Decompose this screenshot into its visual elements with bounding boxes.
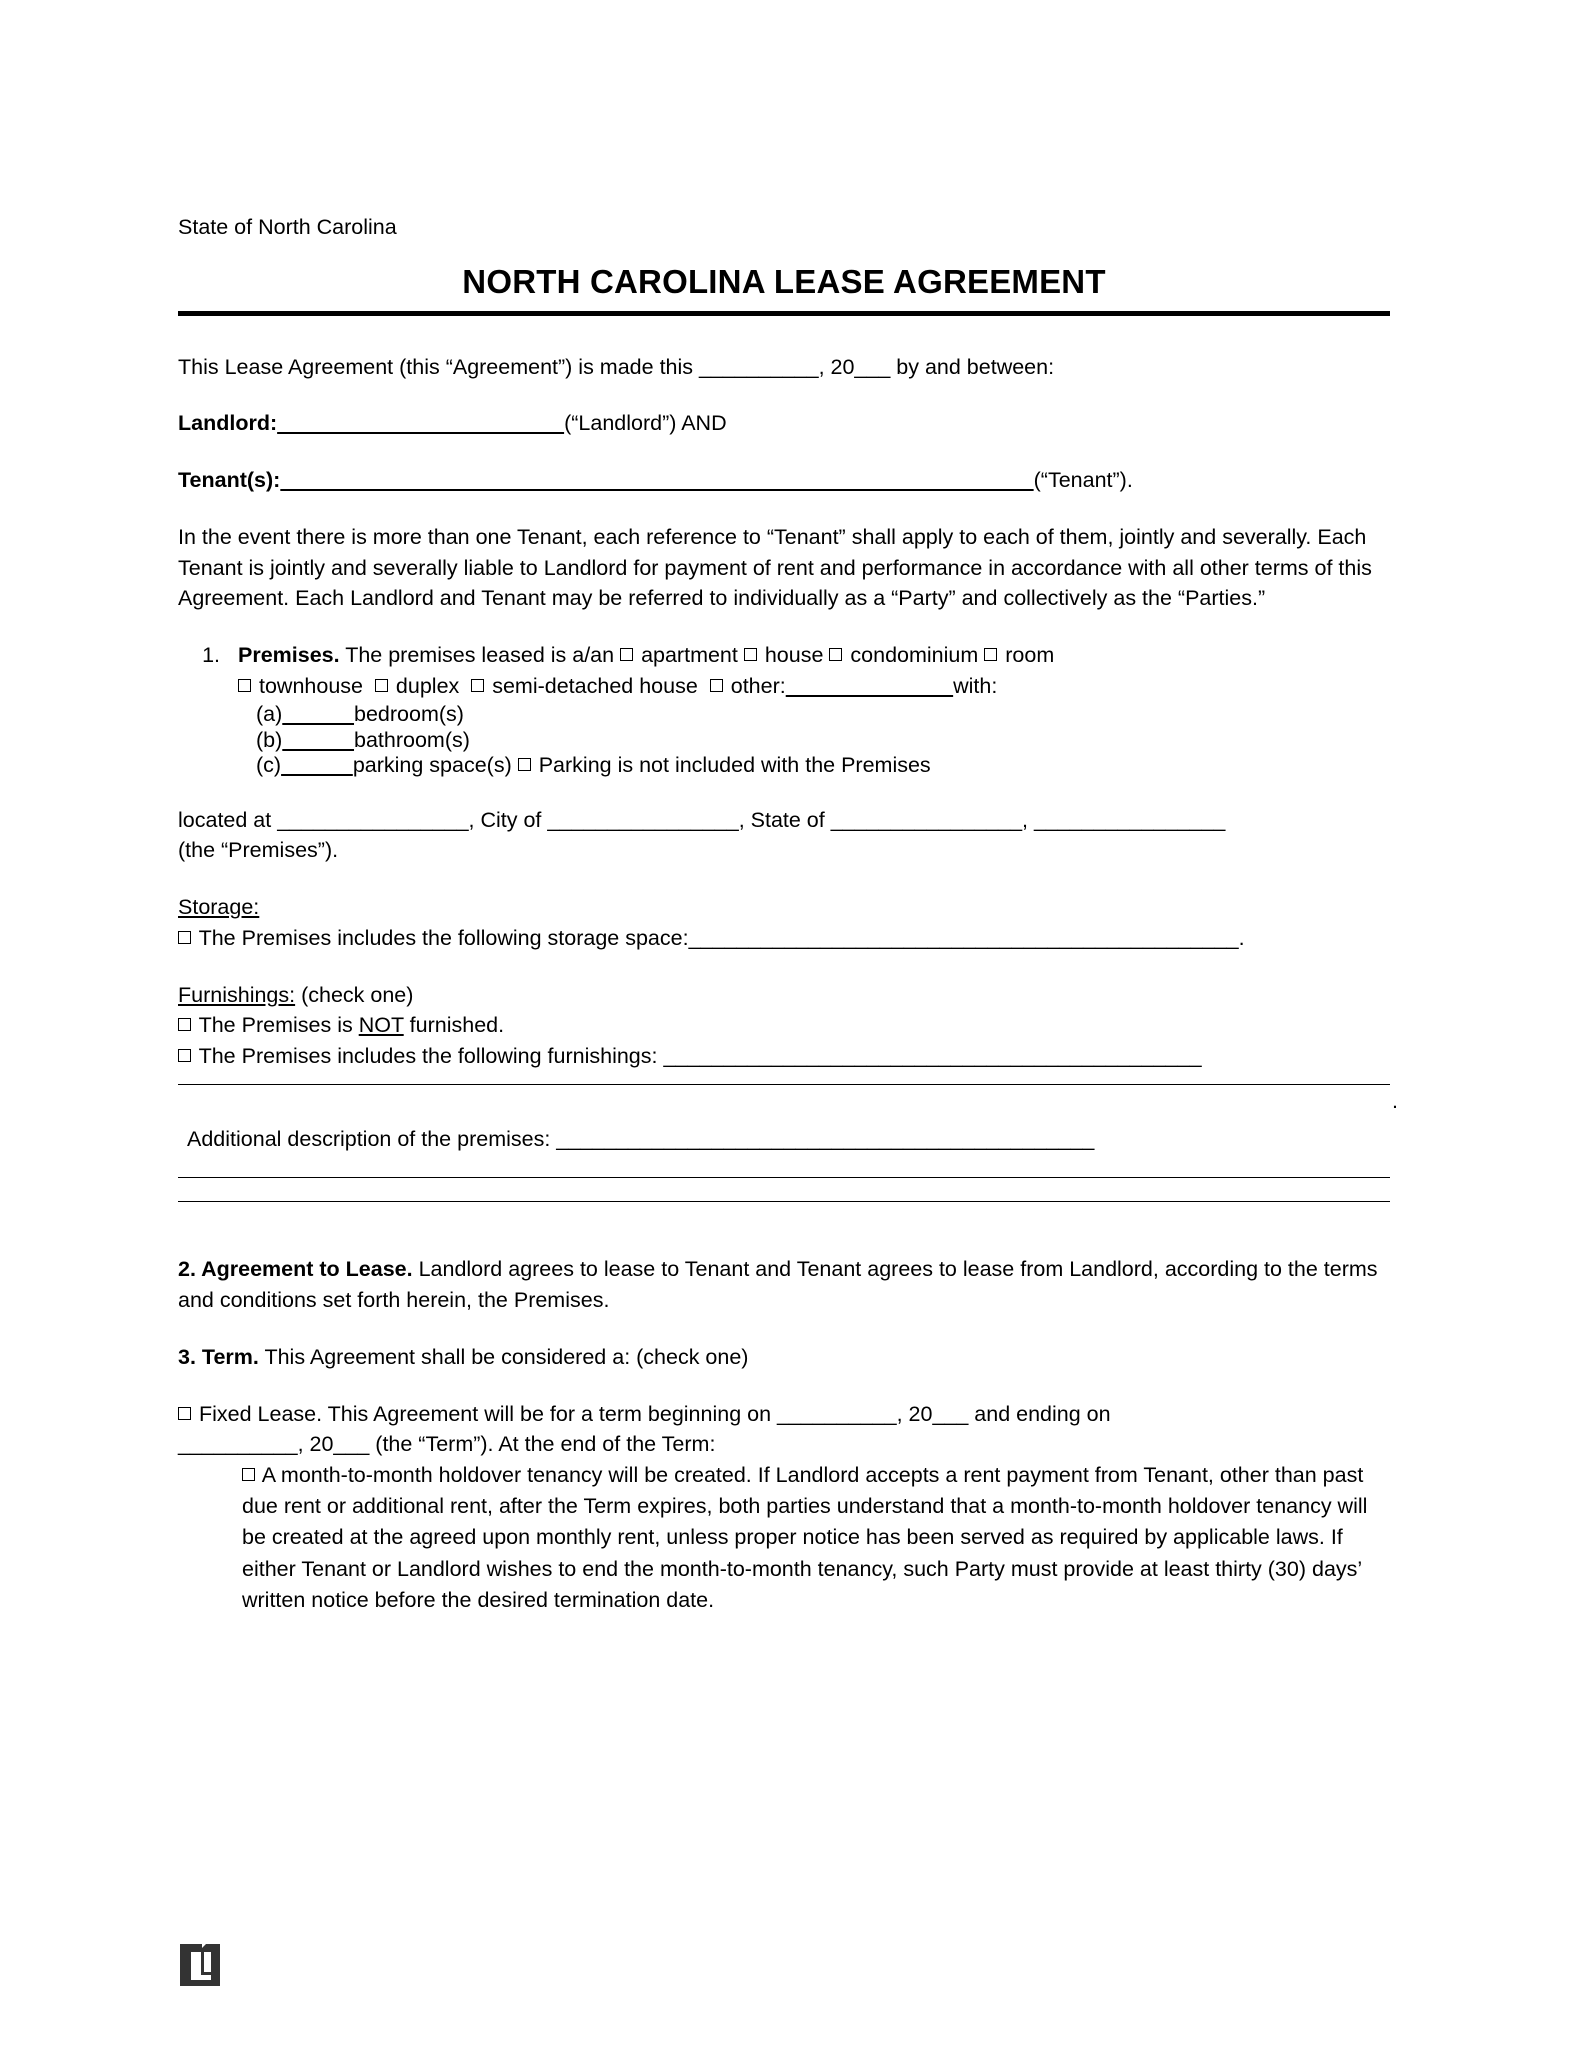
premises-type-semi-detached[interactable] bbox=[471, 674, 698, 698]
section-3-text: This Agreement shall be considered a: (check one) bbox=[264, 1344, 749, 1369]
premises-type-apartment[interactable] bbox=[620, 643, 738, 667]
premises-number: 1. bbox=[202, 643, 220, 668]
premises-with-word: with: bbox=[953, 674, 998, 699]
landlord-line bbox=[178, 408, 1390, 439]
parking-count-row bbox=[256, 753, 1390, 778]
section-2-agreement-to-lease bbox=[178, 1254, 1390, 1315]
furnishings-blank-line[interactable] bbox=[178, 1084, 1390, 1085]
additional-description-block bbox=[178, 1124, 1390, 1203]
additional-description-row[interactable] bbox=[178, 1124, 1390, 1155]
furnishings-not-word: NOT bbox=[358, 1013, 404, 1038]
bedroom-count-row bbox=[256, 702, 1390, 727]
checkbox-icon[interactable] bbox=[178, 1407, 191, 1420]
tenant-line bbox=[178, 465, 1390, 496]
fixed-lease-line-1: Fixed Lease. This Agreement will be for a term beginning on __________, 20___ and ending on bbox=[198, 1401, 1111, 1426]
premises-type-townhouse[interactable] bbox=[238, 674, 363, 698]
premises-type-apartment-label: apartment bbox=[641, 643, 738, 668]
additional-description-line-2[interactable] bbox=[178, 1177, 1390, 1178]
checkbox-icon[interactable] bbox=[178, 931, 191, 944]
section-3-term bbox=[178, 1342, 1390, 1373]
document-body bbox=[178, 215, 1398, 1642]
furnishings-not-post: furnished. bbox=[403, 1013, 505, 1038]
spacer bbox=[178, 1111, 1390, 1124]
section-1-premises bbox=[178, 640, 1390, 778]
checkbox-icon[interactable] bbox=[744, 648, 757, 661]
premises-heading: Premises. bbox=[238, 643, 340, 668]
premises-counts bbox=[256, 702, 1390, 778]
storage-option-label[interactable]: The Premises includes the following storage space:______________________________________________. bbox=[198, 925, 1245, 950]
bedroom-label: bedroom(s) bbox=[354, 702, 464, 727]
furnishings-continuation-row bbox=[178, 1084, 1398, 1113]
fixed-lease-line-2: __________, 20___ (the “Term”). At the end of the Term: bbox=[178, 1432, 716, 1457]
spacer bbox=[178, 1228, 1390, 1254]
additional-description-line-3[interactable] bbox=[178, 1201, 1390, 1202]
fixed-lease-row-1[interactable] bbox=[178, 1399, 1390, 1430]
section-2-heading: 2. Agreement to Lease. bbox=[178, 1257, 413, 1282]
premises-type-other[interactable] bbox=[710, 674, 786, 698]
parking-marker: (c) bbox=[256, 753, 282, 778]
section-2-text: Landlord agrees to lease to Tenant and Tenant agrees to lease from Landlord, according to the terms and conditions set forth herein, the Premises. bbox=[178, 1257, 1378, 1313]
holdover-row[interactable] bbox=[242, 1460, 1390, 1616]
furnishings-includes-label[interactable]: The Premises includes the following furnishings: _____________________________________________ bbox=[198, 1043, 1202, 1068]
checkbox-icon[interactable] bbox=[242, 1468, 255, 1481]
checkbox-icon[interactable] bbox=[471, 679, 484, 692]
located-at-block bbox=[178, 805, 1390, 866]
premises-lead: The premises leased is a/an bbox=[345, 643, 615, 668]
bathroom-label: bathroom(s) bbox=[354, 727, 470, 752]
furnishings-not-pre: The Premises is bbox=[198, 1013, 359, 1038]
holdover-text: A month-to-month holdover tenancy will be created. If Landlord accepts a rent payment from Tenant, other than past due rent or additional rent, after the Term expires, both parties understand that a month-to-month holdover tenancy will be created at the agreed upon monthly rent, unless proper notice has been served as required by applicable laws. If either Tenant or Landlord wishes to end the month-to-month tenancy, such Party must provide at least thirty (30) days’ written notice before the desired termination date. bbox=[242, 1463, 1368, 1612]
premises-other-blank[interactable]: _____________ bbox=[785, 674, 954, 699]
fixed-lease-row-2 bbox=[178, 1429, 1390, 1460]
premises-type-house-label: house bbox=[764, 643, 824, 668]
parking-not-included-label: Parking is not included with the Premises bbox=[538, 753, 931, 778]
checkbox-icon[interactable] bbox=[829, 648, 842, 661]
premises-type-condominium[interactable] bbox=[829, 643, 978, 667]
furnishings-includes-row[interactable] bbox=[178, 1041, 1390, 1072]
furnishings-not-row[interactable] bbox=[178, 1010, 1390, 1041]
landlord-suffix: (“Landlord”) AND bbox=[564, 411, 727, 436]
checkbox-icon[interactable] bbox=[710, 679, 723, 692]
furnishings-period: . bbox=[1392, 1088, 1398, 1113]
title-divider bbox=[178, 311, 1390, 316]
furnishings-heading-row bbox=[178, 980, 1390, 1011]
checkbox-icon[interactable] bbox=[178, 1018, 191, 1031]
premises-type-semi-detached-label: semi-detached house bbox=[492, 674, 698, 699]
landlord-input-blank[interactable]: _______________________ bbox=[277, 411, 565, 436]
checkbox-icon[interactable] bbox=[178, 1049, 191, 1062]
premises-type-duplex[interactable] bbox=[375, 674, 459, 698]
premises-type-duplex-label: duplex bbox=[395, 674, 460, 699]
landlord-label: Landlord: bbox=[178, 411, 278, 436]
joint-several-paragraph: In the event there is more than one Tenant, each reference to “Tenant” shall apply to each of them, jointly and severally. Each Tenant is jointly and severally liable to Landlord for payment of rent and performance in accordance with all other terms of this Agreement. Each Landlord and Tenant may be referred to individually as a “Party” and collectively as the “Parties.” bbox=[178, 524, 1372, 611]
tenant-label: Tenant(s): bbox=[178, 468, 281, 493]
section-3-heading: 3. Term. bbox=[178, 1344, 259, 1369]
premises-type-other-label: other: bbox=[730, 674, 786, 699]
bathroom-count-blank[interactable]: _____ bbox=[282, 727, 355, 752]
furnishings-check-one: (check one) bbox=[301, 982, 414, 1007]
intro-paragraph: This Lease Agreement (this “Agreement”) is made this __________, 20___ by and between: bbox=[178, 354, 1055, 379]
checkbox-icon[interactable] bbox=[518, 758, 531, 771]
bedroom-count-blank[interactable]: _____ bbox=[282, 702, 355, 727]
state-line: State of North Carolina bbox=[178, 215, 397, 239]
bathroom-marker: (b) bbox=[256, 727, 283, 752]
checkbox-icon[interactable] bbox=[238, 679, 251, 692]
storage-heading: Storage: bbox=[178, 895, 260, 920]
fixed-lease-block bbox=[178, 1399, 1390, 1616]
premises-defined-term: (the “Premises”). bbox=[178, 838, 339, 863]
bedroom-marker: (a) bbox=[256, 702, 283, 727]
premises-text bbox=[238, 640, 1390, 671]
premises-type-condominium-label: condominium bbox=[850, 643, 979, 668]
page-title: NORTH CAROLINA LEASE AGREEMENT bbox=[462, 262, 1106, 300]
premises-number-spacer bbox=[178, 671, 238, 702]
premises-type-room-label: room bbox=[1005, 643, 1055, 668]
premises-type-room[interactable] bbox=[984, 643, 1054, 667]
bathroom-count-row bbox=[256, 728, 1390, 753]
premises-type-townhouse-label: townhouse bbox=[258, 674, 363, 699]
premises-line-1 bbox=[178, 640, 1390, 671]
furnishings-heading: Furnishings: bbox=[178, 982, 296, 1007]
parking-label: parking space(s) bbox=[352, 753, 512, 778]
checkbox-icon[interactable] bbox=[984, 648, 997, 661]
located-at-line[interactable]: located at ________________, City of ________________, State of ________________, ________________ bbox=[178, 807, 1226, 832]
premises-types-row2 bbox=[238, 671, 1390, 702]
checkbox-icon[interactable] bbox=[375, 679, 388, 692]
additional-description-label: Additional description of the premises: _____________________________________________ bbox=[187, 1126, 1095, 1151]
storage-block bbox=[178, 892, 1390, 953]
tenant-suffix: (“Tenant”). bbox=[1033, 468, 1133, 493]
checkbox-icon[interactable] bbox=[620, 648, 633, 661]
premises-type-house[interactable] bbox=[744, 643, 824, 667]
furnishings-block bbox=[178, 980, 1398, 1113]
tenant-input-blank[interactable]: ______________________________________________________________ bbox=[280, 468, 1034, 493]
parking-count-blank[interactable]: _____ bbox=[281, 753, 353, 778]
legal-templates-logo bbox=[180, 1944, 220, 1986]
premises-line-2 bbox=[178, 671, 1390, 702]
